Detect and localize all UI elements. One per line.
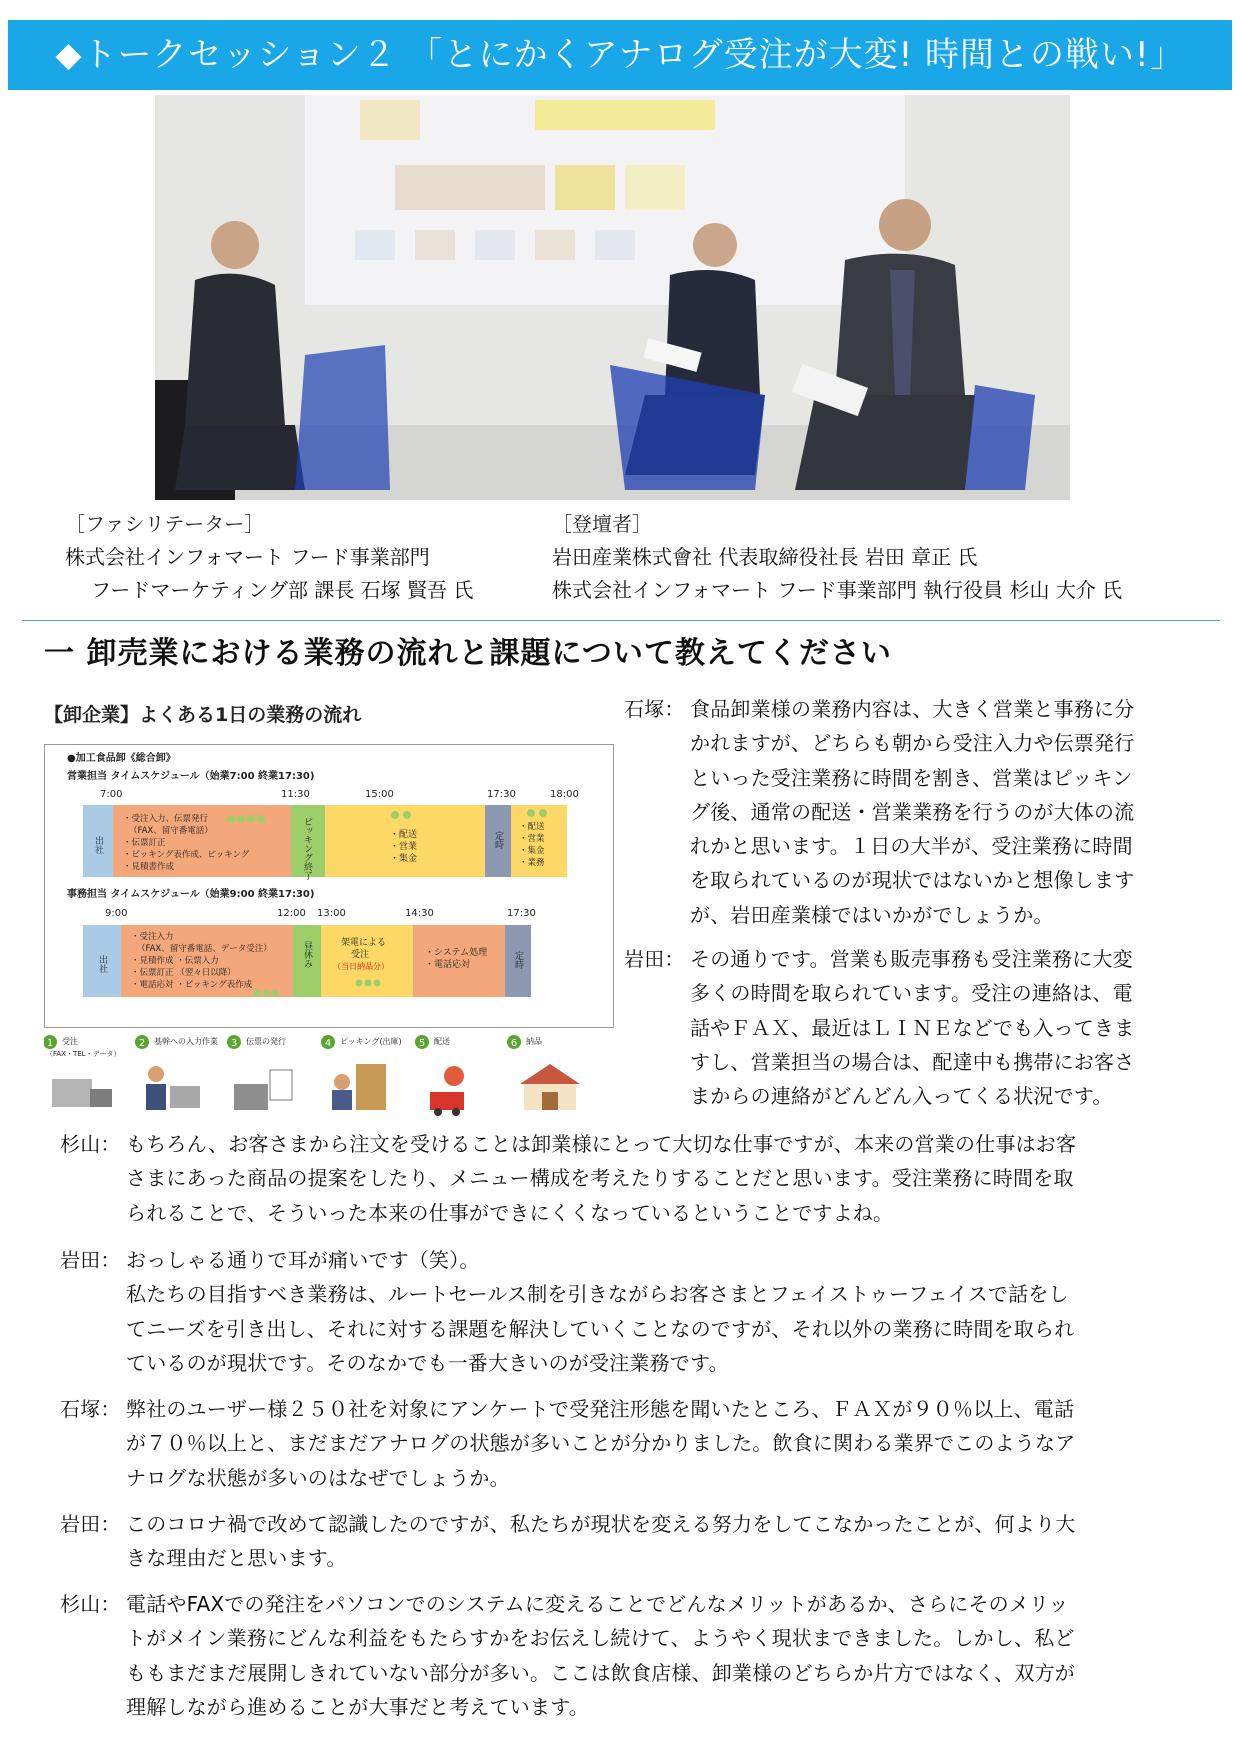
dialogue-line: さまにあった商品の提案をしたり、メニュー構成を考えたりすることだと思います。受注業務に時間を取 — [126, 1166, 1074, 1191]
truck-icon — [430, 1092, 464, 1110]
sales-delivery-1: ・営業 — [390, 842, 418, 852]
step-1-num: 1 — [46, 1038, 54, 1049]
dialogue-line: トがメイン業務にどんな利益をもたらすかをお伝えし続けて、ようやく現状まできました。しかし、私ど — [126, 1626, 1075, 1651]
office-start-label: 出社 — [97, 955, 107, 973]
dialogue-line: もちろん、お客さまから注文を受けることは卸業様にとって大切な仕事ですが、本来の営業の仕事はお客 — [126, 1132, 1077, 1156]
dialogue-line: てニーズを引き出し、それに対する課題を解決していくことなのですが、それ以外の業務に時間を取られ — [126, 1316, 1075, 1341]
phone-icon — [90, 1089, 112, 1107]
office-work-2: ・見積作成 ・伝票入力 — [131, 956, 219, 966]
dialogue-line: グ後、通常の配送・営業業務を行うのが大体の流 — [690, 799, 1135, 824]
dialogue-text — [126, 1587, 1075, 1724]
dialogue-line: 弊社のユーザー様２５０社を対象にアンケートで受発注形態を聞いたところ、ＦＡＸが９０％以上、電話 — [126, 1397, 1075, 1421]
office-time-4: 17:30 — [507, 908, 536, 919]
dialogue-line: その通りです。営業も販売事務も受注業務に大変 — [690, 947, 1133, 971]
sales-after-1: ・営業 — [519, 834, 545, 844]
speaker-label: 岩田： — [60, 1512, 121, 1536]
office-fixed-label: 定時 — [513, 951, 523, 969]
dialogue-line: が７０％以上と、まだまだアナログの状態が多いことが分かりました。飲食に関わる業界でこのようなア — [126, 1431, 1076, 1456]
workflow-figure — [44, 700, 614, 1130]
office-work-4: ・電話応対 ・ピッキング表作成 — [131, 980, 253, 990]
sales-after-3: ・業務 — [519, 858, 545, 868]
sales-time-1: 11:30 — [281, 789, 310, 800]
page-banner: ◆トークセッション２ 「とにかくアナログ受注が大変! 時間との戦い!」 — [8, 20, 1232, 90]
speaker-label: 岩田： — [624, 947, 685, 971]
facilitator-line2: フードマーケティング部 課長 石塚 賢吾 氏 — [91, 578, 474, 602]
dialogue-line: きな理由だと思います。 — [126, 1546, 347, 1571]
step-6-label: 納品 — [526, 1037, 542, 1046]
speaker-label: 杉山： — [60, 1592, 121, 1616]
office-phone-1: 受注 — [351, 950, 370, 960]
sales-start-label: 出社 — [93, 836, 103, 854]
schedule-diagram — [44, 744, 614, 1028]
facilitator-role: ［ファシリテーター］ — [65, 512, 265, 536]
facilitator-line1: 株式会社インフォマート フード事業部門 — [65, 545, 430, 569]
step-5-num: 5 — [418, 1038, 426, 1049]
dialogue-line: られることで、そういった本来の仕事ができにくくなっているということですよね。 — [126, 1200, 894, 1225]
office-time-2: 13:00 — [317, 908, 346, 919]
dialogue-line: が、岩田産業様ではいかがでしょうか。 — [690, 902, 1054, 927]
store-roof-icon — [520, 1064, 580, 1084]
step-4-num: 4 — [324, 1038, 332, 1049]
workflow-steps — [44, 1034, 614, 1130]
dialogue-line: 私たちの目指すべき業務は、ルートセールス制を引きながらお客さまとフェイストゥーフェイスで話をし — [126, 1282, 1069, 1307]
dialogue-line: といった受注業務に時間を割き、営業はピッキン — [690, 765, 1133, 790]
figure-title: 【卸企業】よくある1日の業務の流れ — [44, 704, 362, 726]
sales-work-1: （FAX、留守番電話） — [129, 826, 213, 836]
computer-icon — [170, 1086, 200, 1108]
office-phone-note: （当日納品分） — [333, 962, 389, 971]
step-2-num: 2 — [138, 1038, 146, 1049]
sales-time-3: 17:30 — [487, 789, 516, 800]
speakers-role: ［登壇者］ — [552, 512, 652, 536]
dialogue-line: おっしゃる通りで耳が痛いです（笑）。 — [126, 1248, 480, 1272]
office-system-0: ・システム処理 — [425, 948, 488, 958]
session-photo — [155, 95, 1070, 500]
dialogue-text — [690, 692, 1134, 932]
sales-delivery-0: ・配送 — [390, 830, 418, 840]
dialogue-line: ナログな状態が多いのはなぜでしょうか。 — [126, 1465, 510, 1490]
office-time-0: 9:00 — [105, 908, 128, 919]
dialogue-line: 話やＦＡＸ、最近はＬＩＮＥなどでも入ってきま — [690, 1015, 1135, 1040]
speaker-1: 岩田産業株式會社 代表取締役社長 岩田 章正 氏 — [552, 545, 978, 569]
sales-time-4: 18:00 — [550, 789, 579, 800]
steps-svg — [44, 1034, 614, 1130]
dialogue-line: 食品卸業様の業務内容は、大きく営業と事務に分 — [690, 697, 1135, 721]
sales-after-0: ・配送 — [519, 822, 545, 832]
dialogue-text — [126, 1392, 1075, 1495]
dialogue-line: を取られているのが現状ではないかと想像します — [690, 868, 1135, 893]
office-time-3: 14:30 — [405, 908, 434, 919]
sales-work-2: ・伝票訂正 — [123, 838, 166, 848]
section-divider — [22, 620, 1220, 621]
sales-work-3: ・ピッキング表作成、ピッキング — [123, 850, 250, 860]
dialogue-line: 多くの時間を取られています。受注の連絡は、電 — [690, 981, 1133, 1006]
schedule-svg — [45, 745, 613, 1027]
sales-picking-label: ピッキング終了 — [302, 817, 312, 880]
office-work-1: （FAX、留守番電話、データ受注） — [137, 944, 272, 954]
step-1-sub: （FAX・TEL・データ） — [46, 1050, 121, 1058]
printer-icon — [234, 1084, 268, 1110]
sales-work-4: ・見積書作成 — [123, 862, 175, 872]
dialogue-line: かれますが、どちらも朝から受注入力や伝票発行 — [690, 731, 1135, 756]
dialogue-text — [126, 1127, 1076, 1230]
speaker-label: 岩田： — [60, 1248, 121, 1272]
dialogue-line: れかと思います。１日の大半が、受注業務に時間 — [690, 834, 1133, 859]
sales-fixed-label: 定時 — [493, 831, 503, 849]
sales-time-0: 7:00 — [100, 789, 123, 800]
office-work-3: ・伝票訂正 （翌々日以降） — [131, 968, 236, 978]
dialogue-line: すし、営業担当の場合は、配達中も携帯にお客さ — [690, 1049, 1135, 1074]
session-photo-illustration — [155, 95, 1070, 500]
office-lunch-label: 昼休み — [302, 941, 312, 968]
sales-delivery-2: ・集金 — [390, 854, 418, 864]
step-4-label: ピッキング(出庫) — [340, 1037, 402, 1046]
sales-header: 営業担当 タイムスケジュール（始業7:00 終業17:30) — [67, 771, 315, 782]
step-2-label: 基幹への入力作業 — [154, 1037, 218, 1046]
worker-icon — [148, 1066, 164, 1082]
dialogue-line: 電話やFAXでの発注をパソコンでのシステムに変えることでどんなメリットがあるか、さらにそのメリッ — [126, 1592, 1069, 1616]
speaker-label: 石塚： — [60, 1397, 121, 1421]
shelf-icon — [356, 1064, 386, 1110]
office-header: 事務担当 タイムスケジュール（始業9:00 終業17:30) — [67, 889, 315, 900]
dialogue-line: このコロナ禍で改めて認識したのですが、私たちが現状を変える努力をしてこなかったことが、何より大 — [126, 1512, 1076, 1536]
office-phone-0: 架電による — [341, 938, 387, 948]
slip-icon — [270, 1070, 292, 1100]
dialogue-text — [690, 942, 1134, 1113]
step-1-label: 受注 — [62, 1037, 78, 1046]
dialogue-text — [126, 1507, 1075, 1576]
step-3-label: 伝票の発行 — [246, 1037, 286, 1046]
sales-after-2: ・集金 — [519, 846, 545, 856]
picker-icon — [334, 1074, 350, 1090]
speaker-credits — [552, 508, 1232, 607]
step-5-label: 配送 — [434, 1037, 450, 1046]
speaker-2: 株式会社インフォマート フード事業部門 執行役員 杉山 大介 氏 — [552, 578, 1123, 602]
dialogue-line: まからの連絡がどんどん入ってくる状況です。 — [690, 1084, 1113, 1109]
step-6-num: 6 — [510, 1038, 518, 1049]
office-work-0: ・受注入力 — [131, 932, 174, 942]
figure-subtitle: ●加工食品卸《総合卸》 — [67, 753, 176, 764]
office-time-1: 12:00 — [277, 908, 306, 919]
speaker-label: 杉山： — [60, 1132, 121, 1156]
sales-work-0: ・受注入力、伝票発行 — [123, 814, 209, 824]
step-3-num: 3 — [230, 1038, 238, 1049]
office-system-1: ・電話応対 — [425, 960, 471, 970]
delivery-icon — [444, 1066, 464, 1086]
dialogue-text — [126, 1243, 1074, 1380]
dialogue-line: ているのが現状です。そのなかでも一番大きいのが受注業務です。 — [126, 1350, 729, 1375]
speaker-label: 石塚： — [624, 697, 685, 721]
section-title: 一 卸売業における業務の流れと課題について教えてください — [44, 636, 892, 671]
sales-time-2: 15:00 — [365, 789, 394, 800]
fax-icon — [52, 1079, 92, 1107]
facilitator-credits — [65, 508, 545, 607]
dialogue-line: ももまだまだ展開しきれていない部分が多い。ここは飲食店様、卸業様のどちらか片方ではなく、双方が — [126, 1660, 1075, 1685]
dialogue-line: 理解しながら進めることが大事だと考えています。 — [126, 1694, 589, 1719]
